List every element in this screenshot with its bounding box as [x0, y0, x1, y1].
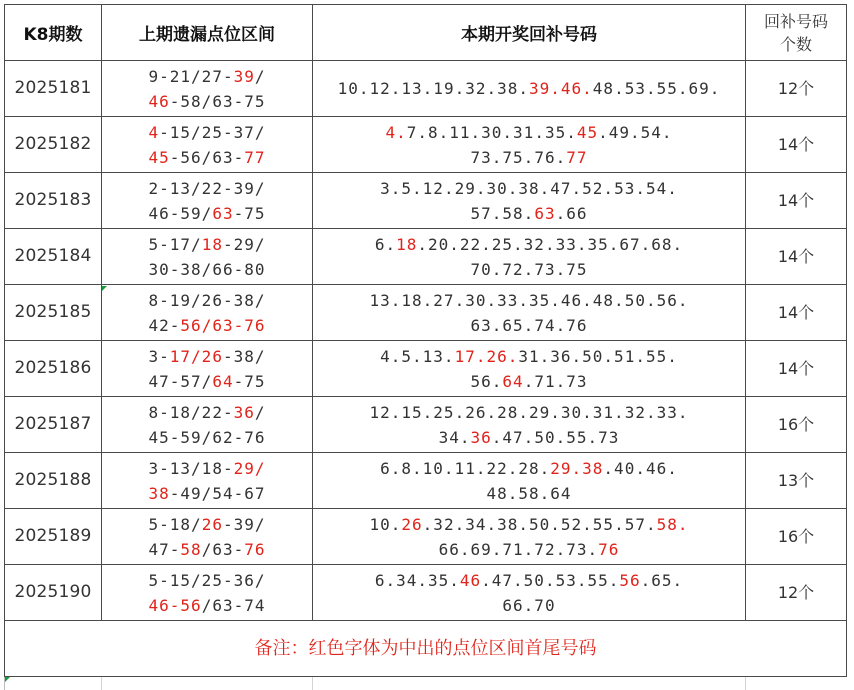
- number-text: 47-: [148, 539, 181, 559]
- rows.1.interval-line: [102, 120, 312, 145]
- number-text: .66: [555, 203, 588, 223]
- rows.5.interval-line: [102, 369, 312, 394]
- rows.7.interval-line: [102, 481, 312, 506]
- number-text: 56.: [470, 371, 503, 391]
- table-row: [5, 453, 847, 509]
- note-row: [5, 621, 847, 677]
- highlighted-number: 76: [244, 539, 266, 559]
- number-text: 73.75.76.: [470, 147, 567, 167]
- rows.1.draw-line: [313, 120, 745, 145]
- highlighted-number: 17/26: [169, 346, 223, 366]
- interval-cell[interactable]: [102, 509, 313, 565]
- count-cell[interactable]: 14个: [746, 229, 847, 285]
- rows.9.draw-line: [313, 568, 745, 593]
- highlighted-number: 4.: [385, 122, 407, 142]
- number-text: /63-74: [201, 595, 266, 615]
- highlighted-number: 18: [396, 234, 418, 254]
- header-issue[interactable]: K8期数: [5, 5, 102, 61]
- draw-cell[interactable]: [313, 229, 746, 285]
- header-count-line2: 个数: [779, 34, 812, 54]
- number-text: 57.58.: [470, 203, 535, 223]
- rows.4.interval-line: [102, 288, 312, 313]
- cell-selection-marker: [5, 677, 10, 682]
- issue-cell[interactable]: 2025186: [5, 341, 102, 397]
- number-text: 5-17/: [148, 234, 202, 254]
- number-text: 45-59/62-76: [148, 427, 266, 447]
- number-text: -38/: [222, 346, 266, 366]
- header-count[interactable]: [746, 5, 847, 61]
- number-text: 63.65.74.76: [470, 315, 588, 335]
- interval-cell[interactable]: [102, 117, 313, 173]
- number-text: 66.70: [502, 595, 556, 615]
- draw-cell[interactable]: [313, 509, 746, 565]
- rows.6.interval-line: [102, 400, 312, 425]
- highlighted-number: 26: [201, 514, 223, 534]
- number-text: 3-13/18-: [148, 458, 234, 478]
- table-row: [5, 341, 847, 397]
- number-text: 8-18/22-: [148, 402, 234, 422]
- number-text: 66.69.71.72.73.: [438, 539, 599, 559]
- draw-cell[interactable]: [313, 285, 746, 341]
- next-row-divider: [101, 677, 102, 690]
- number-text: -75: [233, 203, 266, 223]
- rows.4.interval-line: [102, 313, 312, 338]
- highlighted-number: 64: [502, 371, 524, 391]
- number-text: -29/: [222, 234, 266, 254]
- number-text: .71.73: [523, 371, 588, 391]
- count-cell[interactable]: 16个: [746, 509, 847, 565]
- interval-cell[interactable]: [102, 285, 313, 341]
- number-text: .40.46.: [603, 458, 678, 478]
- number-text: .65.: [640, 570, 684, 590]
- number-text: 6.8.10.11.22.28.: [380, 458, 551, 478]
- number-text: /: [254, 402, 266, 422]
- draw-cell[interactable]: [313, 397, 746, 453]
- number-text: -49/54-67: [169, 483, 266, 503]
- header-row: [5, 5, 847, 61]
- rows.2.draw-line: [313, 201, 745, 226]
- rows.1.interval-line: [102, 145, 312, 170]
- number-text: 47-57/: [148, 371, 213, 391]
- count-cell[interactable]: 12个: [746, 61, 847, 117]
- number-text: 46-59/: [148, 203, 213, 223]
- number-text: 30-38/66-80: [148, 259, 266, 279]
- header-count-line1: 回补号码: [763, 11, 828, 31]
- rows.8.interval-line: [102, 512, 312, 537]
- count-cell[interactable]: 14个: [746, 341, 847, 397]
- table-body: [5, 61, 847, 621]
- rows.4.draw-line: [313, 288, 745, 313]
- rows.5.draw-line: [313, 344, 745, 369]
- number-text: 10.12.13.19.32.38.: [337, 79, 529, 98]
- highlighted-number: 58.: [656, 514, 689, 534]
- issue-cell[interactable]: 2025190: [5, 565, 102, 621]
- interval-cell[interactable]: [102, 341, 313, 397]
- highlighted-number: 18: [201, 234, 223, 254]
- issue-cell[interactable]: 2025189: [5, 509, 102, 565]
- number-text: .47.50.55.73: [491, 427, 620, 447]
- highlighted-number: 56: [619, 570, 641, 590]
- rows.2.interval-line: [102, 201, 312, 226]
- cell-comment-marker: [102, 286, 107, 291]
- number-text: 12.15.25.26.28.29.30.31.32.33.: [369, 402, 689, 422]
- highlighted-number: 77: [566, 147, 588, 167]
- data-table: [4, 4, 847, 677]
- draw-cell[interactable]: [313, 173, 746, 229]
- table-row: [5, 565, 847, 621]
- highlighted-number: 63: [534, 203, 556, 223]
- rows.5.draw-line: [313, 369, 745, 394]
- interval-cell[interactable]: [102, 173, 313, 229]
- rows.3.interval-line: [102, 257, 312, 282]
- next-row-stub: [4, 677, 847, 690]
- highlighted-number: 45: [148, 147, 170, 167]
- highlighted-number: 76: [598, 539, 620, 559]
- rows.6.draw-line: [313, 400, 745, 425]
- draw-cell[interactable]: [313, 61, 746, 117]
- rows.7.draw-line: [313, 456, 745, 481]
- highlighted-number: 63: [212, 203, 234, 223]
- draw-cell[interactable]: [313, 117, 746, 173]
- number-text: -56/63-: [169, 147, 245, 167]
- highlighted-number: 17.26.: [454, 346, 519, 366]
- number-text: 5-15/25-36/: [148, 570, 266, 590]
- number-text: 48.53.55.69.: [592, 79, 721, 98]
- number-text: .32.34.38.50.52.55.57.: [422, 514, 657, 534]
- issue-cell[interactable]: 2025185: [5, 285, 102, 341]
- number-text: .47.50.53.55.: [481, 570, 620, 590]
- number-text: 5-18/: [148, 514, 202, 534]
- rows.2.draw-line: [313, 176, 745, 201]
- table-row: [5, 117, 847, 173]
- issue-cell[interactable]: 2025182: [5, 117, 102, 173]
- interval-cell[interactable]: [102, 61, 313, 117]
- number-text: /: [254, 66, 266, 86]
- highlighted-number: 29.38: [550, 458, 604, 478]
- number-text: .49.54.: [598, 122, 673, 142]
- count-cell[interactable]: 14个: [746, 285, 847, 341]
- rows.3.draw-line: [313, 257, 745, 282]
- number-text: 42-: [148, 315, 181, 335]
- rows.0.draw-line: [313, 76, 745, 101]
- draw-cell[interactable]: [313, 453, 746, 509]
- rows.0.interval-line: [102, 89, 312, 114]
- rows.8.draw-line: [313, 537, 745, 562]
- number-text: 10.: [369, 514, 402, 534]
- number-text: 31.36.50.51.55.: [518, 346, 678, 366]
- number-text: -15/25-37/: [159, 122, 266, 142]
- header-draw[interactable]: 本期开奖回补号码: [313, 5, 746, 61]
- table-row: [5, 173, 847, 229]
- rows.3.draw-line: [313, 232, 745, 257]
- number-text: -58/63-75: [169, 91, 266, 111]
- rows.4.draw-line: [313, 313, 745, 338]
- count-cell[interactable]: 14个: [746, 173, 847, 229]
- interval-cell[interactable]: [102, 453, 313, 509]
- number-text: .20.22.25.32.33.35.67.68.: [417, 234, 684, 254]
- rows.9.interval-line: [102, 568, 312, 593]
- number-text: 4.5.13.: [380, 346, 455, 366]
- highlighted-number: 26: [401, 514, 423, 534]
- number-text: 6.: [374, 234, 397, 254]
- number-text: 7.8.11.30.31.35.: [406, 122, 577, 142]
- count-cell[interactable]: 12个: [746, 565, 847, 621]
- rows.7.interval-line: [102, 456, 312, 481]
- number-text: 34.: [438, 427, 471, 447]
- number-text: 13.18.27.30.33.35.46.48.50.56.: [369, 290, 689, 310]
- table-row: [5, 229, 847, 285]
- table-row: [5, 509, 847, 565]
- rows.3.interval-line: [102, 232, 312, 257]
- highlighted-number: 36: [233, 402, 255, 422]
- highlighted-number: 4: [148, 122, 160, 142]
- issue-cell[interactable]: 2025184: [5, 229, 102, 285]
- rows.5.interval-line: [102, 344, 312, 369]
- count-cell[interactable]: 13个: [746, 453, 847, 509]
- highlighted-number: 46: [459, 570, 482, 590]
- issue-cell[interactable]: 2025183: [5, 173, 102, 229]
- rows.7.draw-line: [313, 481, 745, 506]
- rows.8.draw-line: [313, 512, 745, 537]
- highlighted-number: 56/63-76: [180, 315, 266, 335]
- note-cell[interactable]: 备注：红色字体为中出的点位区间首尾号码: [5, 621, 847, 677]
- issue-cell[interactable]: 2025187: [5, 397, 102, 453]
- next-row-divider: [312, 677, 313, 690]
- highlighted-number: 45: [576, 122, 599, 142]
- draw-cell[interactable]: [313, 341, 746, 397]
- highlighted-number: 46-56: [148, 595, 202, 615]
- number-text: -75: [233, 371, 266, 391]
- interval-cell[interactable]: [102, 229, 313, 285]
- rows.6.interval-line: [102, 425, 312, 450]
- highlighted-number: 39.46.: [529, 79, 593, 98]
- rows.6.draw-line: [313, 425, 745, 450]
- highlighted-number: 58: [180, 539, 202, 559]
- number-text: 3-: [148, 346, 170, 366]
- rows.9.interval-line: [102, 593, 312, 618]
- count-cell[interactable]: 14个: [746, 117, 847, 173]
- number-text: 2-13/22-39/: [148, 178, 266, 198]
- rows.1.draw-line: [313, 145, 745, 170]
- table-row: [5, 397, 847, 453]
- number-text: -39/: [222, 514, 266, 534]
- highlighted-number: 29/: [233, 458, 266, 478]
- number-text: 9-21/27-: [148, 66, 234, 86]
- issue-cell[interactable]: 2025181: [5, 61, 102, 117]
- number-text: 48.58.64: [486, 483, 572, 503]
- header-interval[interactable]: 上期遗漏点位区间: [102, 5, 313, 61]
- number-text: 3.5.12.29.30.38.47.52.53.54.: [380, 178, 678, 198]
- interval-cell[interactable]: [102, 565, 313, 621]
- highlighted-number: 39: [233, 66, 255, 86]
- draw-cell[interactable]: [313, 565, 746, 621]
- highlighted-number: 36: [470, 427, 492, 447]
- number-text: 6.34.35.: [374, 570, 460, 590]
- rows.9.draw-line: [313, 593, 745, 618]
- issue-cell[interactable]: 2025188: [5, 453, 102, 509]
- interval-cell[interactable]: [102, 397, 313, 453]
- rows.0.interval-line: [102, 64, 312, 89]
- rows.2.interval-line: [102, 176, 312, 201]
- number-text: 70.72.73.75: [470, 259, 588, 279]
- highlighted-number: 64: [212, 371, 234, 391]
- table-row: [5, 285, 847, 341]
- number-text: 8-19/26-38/: [148, 290, 266, 310]
- number-text: /63-: [201, 539, 245, 559]
- highlighted-number: 38: [148, 483, 170, 503]
- next-row-divider: [745, 677, 746, 690]
- highlighted-number: 46: [148, 91, 170, 111]
- table-row: [5, 61, 847, 117]
- rows.8.interval-line: [102, 537, 312, 562]
- count-cell[interactable]: 16个: [746, 397, 847, 453]
- highlighted-number: 77: [244, 147, 266, 167]
